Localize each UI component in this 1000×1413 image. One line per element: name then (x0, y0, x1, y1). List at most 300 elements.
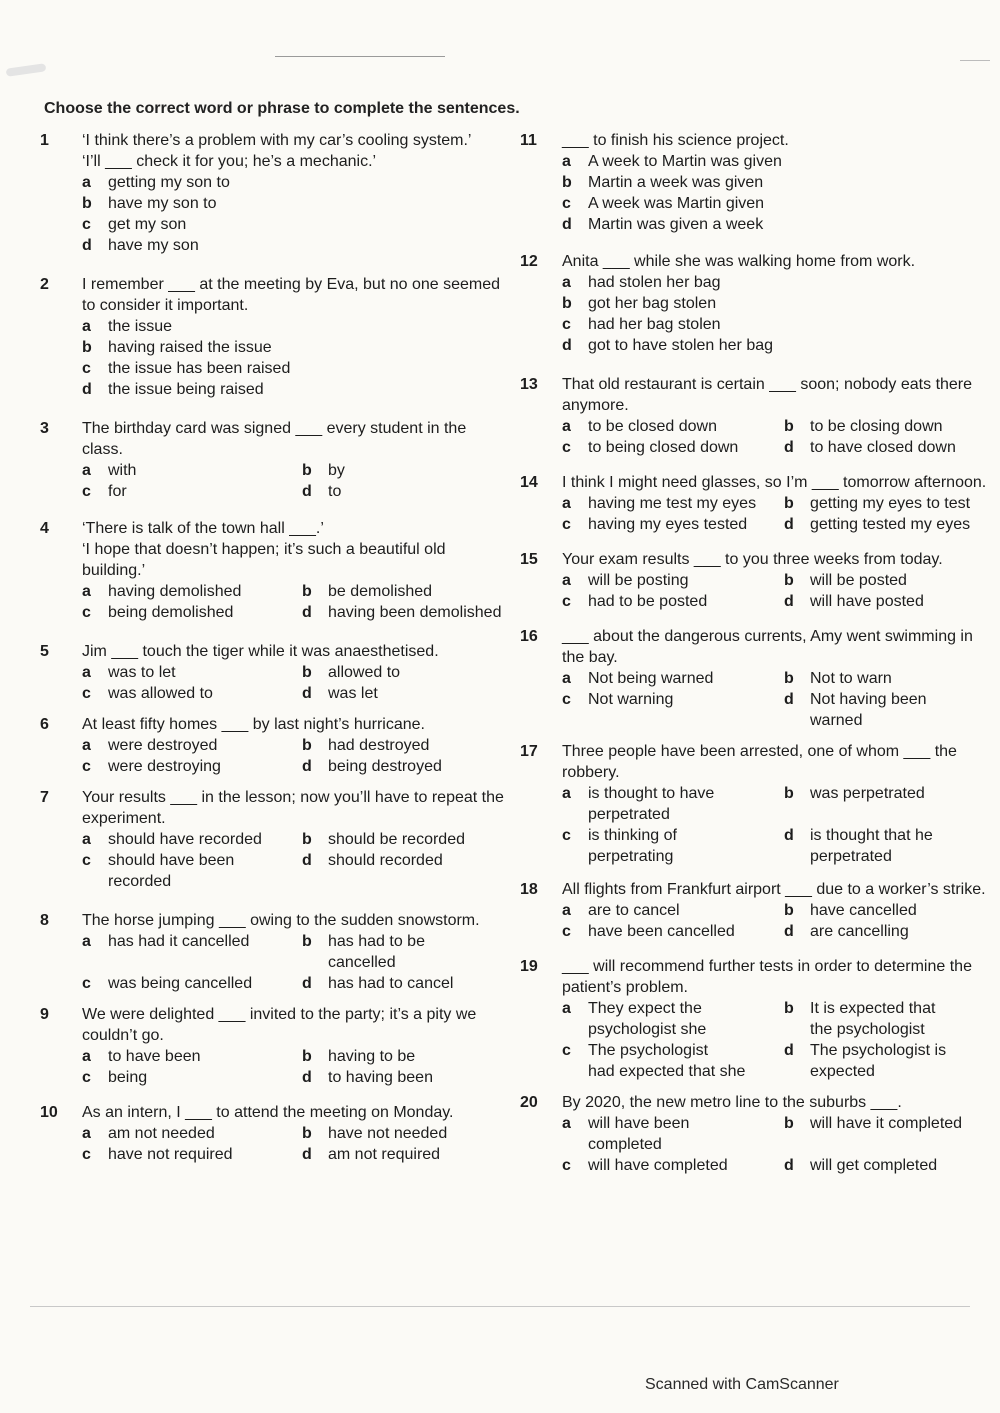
option-c[interactable] (82, 602, 302, 623)
option-letter: a (82, 174, 91, 191)
option-b[interactable] (302, 931, 510, 973)
option-text: will have it completed (810, 1115, 963, 1132)
option-letter: a (562, 902, 571, 919)
answer-options (562, 493, 995, 535)
option-text: was perpetrated (810, 785, 925, 802)
option-letter: d (784, 593, 794, 610)
question-12 (520, 251, 995, 356)
option-text: Not to warn (810, 670, 892, 687)
option-letter: a (562, 1115, 571, 1132)
option-text: with (108, 462, 137, 479)
header-rule (275, 56, 445, 57)
option-letter: b (302, 933, 312, 950)
option-b[interactable] (784, 783, 995, 825)
question-number: 7 (40, 789, 49, 806)
right-column (520, 130, 995, 1176)
question-number: 19 (520, 958, 538, 975)
option-letter: a (562, 785, 571, 802)
option-text: being (108, 1069, 148, 1086)
option-letter: c (562, 516, 571, 533)
option-letter: b (784, 572, 794, 589)
option-d[interactable] (302, 1144, 510, 1165)
option-letter: d (784, 827, 794, 844)
question-number: 18 (520, 881, 538, 898)
option-d[interactable] (784, 1155, 995, 1176)
option-text: had stolen her bag (588, 274, 721, 291)
option-d[interactable] (562, 214, 995, 235)
question-9 (40, 1004, 510, 1088)
option-letter: a (562, 418, 571, 435)
option-b[interactable] (302, 662, 510, 683)
question-number: 9 (40, 1006, 49, 1023)
option-c[interactable] (562, 591, 784, 612)
option-b[interactable] (562, 293, 995, 314)
option-b[interactable] (784, 998, 995, 1040)
question-stem: Your results ___ in the lesson; now you’ll have to repeat the experiment. (82, 789, 504, 827)
answer-options (562, 900, 995, 942)
option-c[interactable] (562, 1040, 784, 1082)
option-b[interactable] (302, 1046, 510, 1067)
option-b[interactable] (784, 570, 995, 591)
option-text: They expect the psychologist she (588, 1000, 707, 1038)
option-d[interactable] (302, 1067, 510, 1088)
question-number: 6 (40, 716, 49, 733)
option-text: Martin a week was given (588, 174, 764, 191)
question-stem: The horse jumping ___ owing to the sudden snowstorm. (82, 912, 480, 929)
question-number: 16 (520, 628, 538, 645)
option-text: to (328, 483, 342, 500)
option-a[interactable] (82, 581, 302, 602)
option-letter: d (562, 337, 572, 354)
option-text: have not needed (328, 1125, 448, 1142)
option-text: to be closing down (810, 418, 943, 435)
option-letter: b (302, 1125, 312, 1142)
option-letter: b (562, 295, 572, 312)
question-number: 14 (520, 474, 538, 491)
answer-options (82, 931, 510, 994)
option-text: the issue (108, 318, 173, 335)
option-text: to have closed down (810, 439, 956, 456)
option-b[interactable] (302, 1123, 510, 1144)
option-letter: b (82, 339, 92, 356)
option-letter: b (302, 831, 312, 848)
question-10 (40, 1102, 510, 1165)
option-b[interactable] (784, 493, 995, 514)
option-text: having my eyes tested (588, 516, 748, 533)
option-text: were destroyed (108, 737, 218, 754)
option-letter: c (562, 593, 571, 610)
question-stem: ___ will recommend further tests in order to determine the patient’s problem. (562, 958, 972, 996)
option-a[interactable] (82, 931, 302, 973)
option-c[interactable] (82, 756, 302, 777)
option-c[interactable] (562, 689, 784, 731)
option-b[interactable] (302, 735, 510, 756)
option-text: should be recorded (328, 831, 465, 848)
option-d[interactable] (562, 335, 995, 356)
question-number: 4 (40, 520, 49, 537)
option-c[interactable] (82, 481, 302, 502)
option-letter: b (784, 1115, 794, 1132)
option-a[interactable] (82, 460, 302, 481)
option-text: be demolished (328, 583, 433, 600)
option-text: being destroyed (328, 758, 442, 775)
option-letter: d (302, 1146, 312, 1163)
option-text: has had it cancelled (108, 933, 250, 950)
option-text: has had to cancel (328, 975, 454, 992)
option-c[interactable] (82, 973, 302, 994)
option-text: to have been (108, 1048, 201, 1065)
option-a[interactable] (82, 829, 302, 850)
option-text: have been cancelled (588, 923, 735, 940)
option-letter: a (82, 737, 91, 754)
option-letter: a (82, 1125, 91, 1142)
option-letter: a (82, 318, 91, 335)
option-c[interactable] (562, 314, 995, 335)
question-number: 20 (520, 1094, 538, 1111)
answer-options (562, 1113, 995, 1176)
option-letter: d (784, 516, 794, 533)
option-d[interactable] (784, 437, 995, 458)
option-letter: d (82, 237, 92, 254)
question-number: 13 (520, 376, 538, 393)
option-a[interactable] (562, 900, 784, 921)
question-11 (520, 130, 995, 235)
option-letter: d (302, 975, 312, 992)
option-letter: b (784, 902, 794, 919)
option-text: was to let (108, 664, 176, 681)
option-letter: a (82, 831, 91, 848)
option-text: having raised the issue (108, 339, 272, 356)
option-b[interactable] (784, 668, 995, 689)
option-text: will get completed (810, 1157, 938, 1174)
question-2 (40, 274, 510, 400)
option-d[interactable] (784, 689, 995, 731)
option-letter: c (562, 691, 571, 708)
option-d[interactable] (82, 379, 510, 400)
option-d[interactable] (302, 683, 510, 704)
answer-options (82, 662, 510, 704)
option-a[interactable] (562, 151, 995, 172)
question-stem: By 2020, the new metro line to the suburbs ___. (562, 1094, 902, 1111)
option-b[interactable] (562, 172, 995, 193)
option-text: is thinking of perpetrating (588, 827, 677, 865)
option-letter: b (562, 174, 572, 191)
option-letter: a (82, 462, 91, 479)
option-letter: b (784, 1000, 794, 1017)
option-b[interactable] (302, 581, 510, 602)
instruction-heading: Choose the correct word or phrase to complete the sentences. (44, 100, 520, 117)
option-d[interactable] (302, 973, 510, 994)
question-stem: The birthday card was signed ___ every student in the class. (82, 420, 467, 458)
question-15 (520, 549, 995, 612)
option-text: having me test my eyes (588, 495, 757, 512)
option-text: have my son (108, 237, 199, 254)
option-text: should recorded (328, 852, 443, 869)
option-letter: b (784, 418, 794, 435)
question-number: 8 (40, 912, 49, 929)
option-c[interactable] (562, 193, 995, 214)
question-stem: ___ to finish his science project. (562, 132, 789, 149)
answer-options (562, 998, 995, 1082)
option-letter: c (562, 316, 571, 333)
answer-options (562, 416, 995, 458)
option-letter: c (82, 483, 91, 500)
question-number: 12 (520, 253, 538, 270)
option-text: having demolished (108, 583, 242, 600)
question-16 (520, 626, 995, 731)
option-c[interactable] (82, 1067, 302, 1088)
option-letter: d (302, 483, 312, 500)
option-d[interactable] (784, 514, 995, 535)
option-d[interactable] (302, 850, 510, 892)
option-letter: d (302, 758, 312, 775)
question-5 (40, 641, 510, 704)
answer-options (562, 272, 995, 356)
option-text: the issue has been raised (108, 360, 291, 377)
option-d[interactable] (302, 756, 510, 777)
question-stem: All flights from Frankfurt airport ___ due to a worker’s strike. (562, 881, 986, 898)
question-stem: ‘I think there’s a problem with my car’s cooling system.’ ‘I’ll ___ check it for you; he’s a mechanic.’ (82, 132, 472, 170)
option-text: having to be (328, 1048, 416, 1065)
option-letter: d (784, 923, 794, 940)
option-d[interactable] (784, 1040, 995, 1082)
option-text: will have posted (810, 593, 924, 610)
option-text: A week was Martin given (588, 195, 765, 212)
question-stem: We were delighted ___ invited to the party; it’s a pity we couldn’t go. (82, 1006, 477, 1044)
option-a[interactable] (82, 1046, 302, 1067)
option-a[interactable] (562, 570, 784, 591)
question-number: 5 (40, 643, 49, 660)
question-number: 2 (40, 276, 49, 293)
option-text: It is expected that the psychologist (810, 1000, 936, 1038)
option-text: am not needed (108, 1125, 215, 1142)
option-text: the issue being raised (108, 381, 264, 398)
option-text: getting my son to (108, 174, 230, 191)
question-stem: As an intern, I ___ to attend the meeting on Monday. (82, 1104, 454, 1121)
option-b[interactable] (784, 416, 995, 437)
option-letter: b (302, 462, 312, 479)
option-text: by (328, 462, 345, 479)
option-letter: d (784, 439, 794, 456)
option-text: get my son (108, 216, 187, 233)
option-a[interactable] (82, 172, 510, 193)
option-b[interactable] (302, 460, 510, 481)
question-stem: Three people have been arrested, one of whom ___ the robbery. (562, 743, 957, 781)
question-number: 11 (520, 132, 537, 149)
option-text: had to be posted (588, 593, 708, 610)
option-b[interactable] (784, 1113, 995, 1155)
answer-options (82, 829, 510, 892)
option-text: have cancelled (810, 902, 917, 919)
option-letter: b (784, 495, 794, 512)
option-letter: c (82, 975, 91, 992)
option-a[interactable] (562, 783, 784, 825)
option-letter: c (562, 1157, 571, 1174)
option-text: was let (328, 685, 378, 702)
option-text: is thought to have perpetrated (588, 785, 715, 823)
question-stem: ‘There is talk of the town hall ___.’ ‘I hope that doesn’t happen; it’s such a beautiful old building.’ (82, 520, 446, 579)
option-text: got to have stolen her bag (588, 337, 774, 354)
option-text: got her bag stolen (588, 295, 717, 312)
option-c[interactable] (562, 437, 784, 458)
option-letter: a (562, 572, 571, 589)
option-c[interactable] (562, 514, 784, 535)
option-letter: c (82, 852, 91, 869)
answer-options (82, 172, 510, 256)
option-d[interactable] (784, 591, 995, 612)
option-letter: d (302, 1069, 312, 1086)
option-letter: b (302, 1048, 312, 1065)
option-text: The psychologist had expected that she (588, 1042, 746, 1080)
option-a[interactable] (82, 1123, 302, 1144)
question-18 (520, 879, 995, 942)
question-1 (40, 130, 510, 256)
answer-options (82, 735, 510, 777)
question-stem: Jim ___ touch the tiger while it was anaesthetised. (82, 643, 439, 660)
question-stem: Your exam results ___ to you three weeks from today. (562, 551, 943, 568)
option-text: was allowed to (108, 685, 213, 702)
option-text: getting my eyes to test (810, 495, 971, 512)
option-a[interactable] (562, 998, 784, 1040)
answer-options (562, 668, 995, 731)
option-a[interactable] (562, 668, 784, 689)
question-number: 15 (520, 551, 538, 568)
question-stem: ___ about the dangerous currents, Amy went swimming in the bay. (562, 628, 973, 666)
option-d[interactable] (302, 481, 510, 502)
option-b[interactable] (82, 337, 510, 358)
option-a[interactable] (82, 316, 510, 337)
option-text: is thought that he perpetrated (810, 827, 933, 865)
option-text: having been demolished (328, 604, 502, 621)
option-letter: a (562, 495, 571, 512)
question-stem: That old restaurant is certain ___ soon; nobody eats there anymore. (562, 376, 973, 414)
option-text: had her bag stolen (588, 316, 721, 333)
option-text: The psychologist is expected (810, 1042, 947, 1080)
option-letter: a (82, 933, 91, 950)
answer-options (82, 1123, 510, 1165)
option-letter: a (562, 153, 571, 170)
option-c[interactable] (82, 850, 302, 892)
option-letter: c (82, 1146, 91, 1163)
scan-smudge (6, 63, 47, 76)
option-b[interactable] (302, 829, 510, 850)
option-text: are to cancel (588, 902, 680, 919)
option-d[interactable] (784, 825, 995, 867)
question-number: 10 (40, 1104, 58, 1121)
option-letter: a (82, 1048, 91, 1065)
option-text: will be posting (588, 572, 689, 589)
option-letter: a (82, 664, 91, 681)
option-text: has had to be cancelled (328, 933, 425, 971)
option-a[interactable] (562, 416, 784, 437)
option-text: Not being warned (588, 670, 714, 687)
question-3 (40, 418, 510, 502)
question-stem: I think I might need glasses, so I’m ___ tomorrow afternoon. (562, 474, 987, 491)
option-letter: d (784, 1157, 794, 1174)
question-stem: Anita ___ while she was walking home from work. (562, 253, 916, 270)
option-letter: c (562, 439, 571, 456)
question-20 (520, 1092, 995, 1176)
scanner-watermark: Scanned with CamScanner (645, 1376, 839, 1393)
option-a[interactable] (562, 493, 784, 514)
option-c[interactable] (562, 825, 784, 867)
option-letter: c (562, 195, 571, 212)
option-b[interactable] (784, 900, 995, 921)
option-text: am not required (328, 1146, 441, 1163)
option-c[interactable] (82, 683, 302, 704)
option-c[interactable] (82, 1144, 302, 1165)
option-letter: d (784, 1042, 794, 1059)
option-d[interactable] (784, 921, 995, 942)
option-a[interactable] (82, 662, 302, 683)
option-text: will have completed (588, 1157, 728, 1174)
option-letter: c (82, 758, 91, 775)
option-d[interactable] (82, 235, 510, 256)
option-text: were destroying (108, 758, 221, 775)
option-text: Not warning (588, 691, 674, 708)
question-stem: I remember ___ at the meeting by Eva, but no one seemed to consider it important. (82, 276, 501, 314)
question-19 (520, 956, 995, 1082)
question-number: 17 (520, 743, 538, 760)
option-letter: d (562, 216, 572, 233)
option-letter: d (302, 852, 312, 869)
option-letter: a (82, 583, 91, 600)
question-number: 1 (40, 132, 49, 149)
option-text: Martin was given a week (588, 216, 764, 233)
option-letter: b (82, 195, 92, 212)
option-letter: c (82, 604, 91, 621)
option-text: was being cancelled (108, 975, 253, 992)
option-text: allowed to (328, 664, 401, 681)
question-17 (520, 741, 995, 867)
question-13 (520, 374, 995, 458)
option-text: should have recorded (108, 831, 262, 848)
option-a[interactable] (562, 272, 995, 293)
option-c[interactable] (82, 358, 510, 379)
option-text: had destroyed (328, 737, 430, 754)
option-letter: b (784, 670, 794, 687)
option-letter: d (302, 685, 312, 702)
option-letter: a (562, 274, 571, 291)
option-text: will be posted (810, 572, 907, 589)
answer-options (82, 460, 510, 502)
option-text: should have been recorded (108, 852, 235, 890)
option-letter: c (562, 923, 571, 940)
option-d[interactable] (302, 602, 510, 623)
option-b[interactable] (82, 193, 510, 214)
option-text: A week to Martin was given (588, 153, 782, 170)
question-7 (40, 787, 510, 892)
option-text: are cancelling (810, 923, 909, 940)
option-letter: c (562, 1042, 571, 1059)
option-letter: b (302, 737, 312, 754)
option-c[interactable] (82, 214, 510, 235)
option-text: being demolished (108, 604, 234, 621)
option-a[interactable] (562, 1113, 784, 1155)
header-rule-right (960, 60, 990, 61)
option-text: to being closed down (588, 439, 739, 456)
option-text: will have been completed (588, 1115, 690, 1153)
option-a[interactable] (82, 735, 302, 756)
option-text: getting tested my eyes (810, 516, 971, 533)
option-text: to having been (328, 1069, 433, 1086)
footer-rule (30, 1306, 970, 1307)
option-letter: c (82, 216, 91, 233)
option-c[interactable] (562, 921, 784, 942)
option-letter: b (302, 664, 312, 681)
option-text: for (108, 483, 127, 500)
option-c[interactable] (562, 1155, 784, 1176)
